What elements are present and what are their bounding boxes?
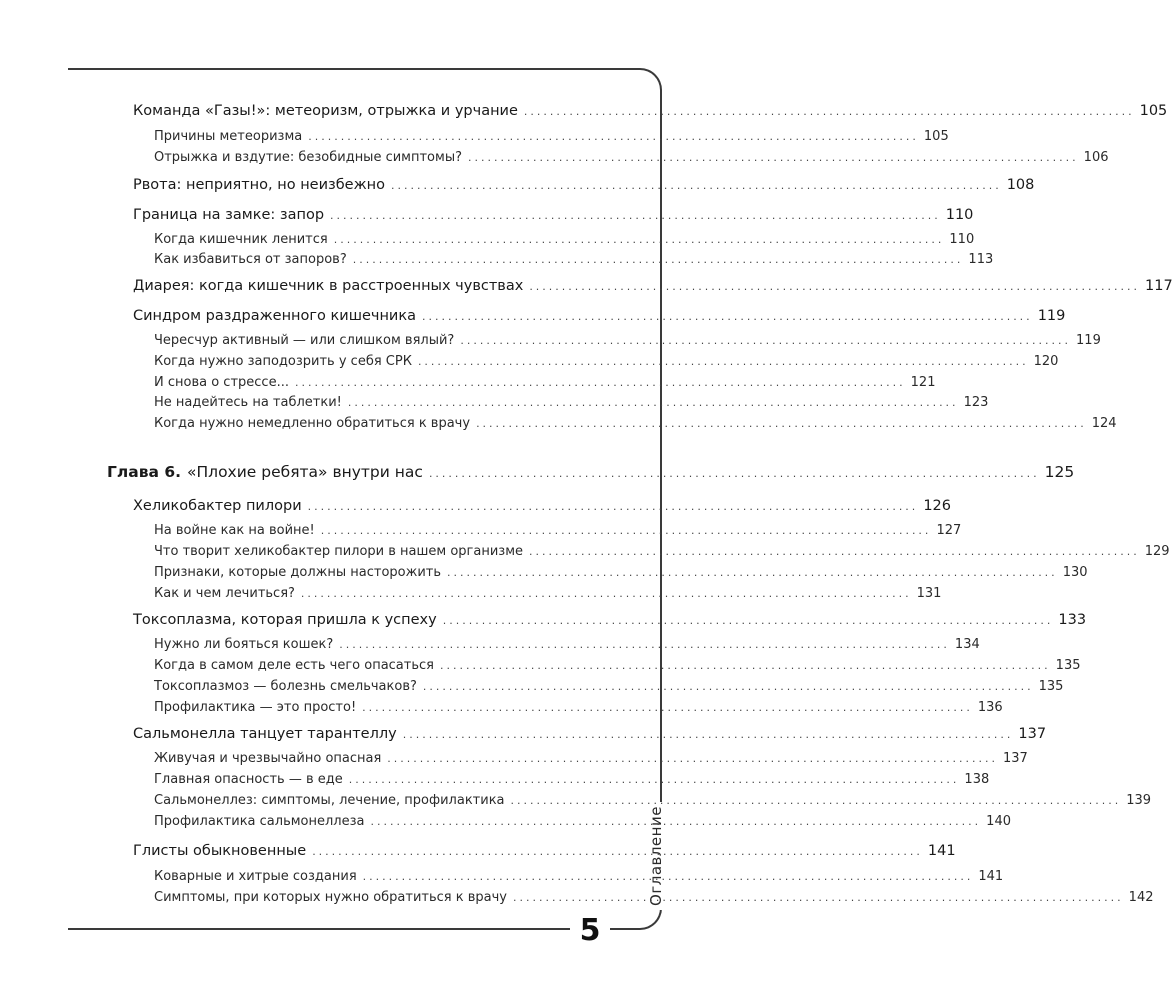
toc-entry-title: Токсоплазмоз — болезнь смельчаков? — [154, 679, 417, 694]
toc-subentry[interactable] — [154, 395, 989, 410]
toc-entry-page: 119 — [1076, 333, 1101, 348]
page-number: 5 — [570, 908, 610, 952]
dot-leader: .............................................................................................. — [391, 179, 1002, 192]
chapter-heading — [107, 465, 423, 481]
toc-entry-title: Профилактика сальмонеллеза — [154, 814, 365, 829]
toc-entry-page: 142 — [1128, 890, 1154, 905]
dot-leader: .............................................................................................. — [523, 105, 1135, 118]
toc-entry-title: Токсоплазма, которая пришла к успеху — [133, 612, 437, 628]
toc-subentry[interactable] — [154, 793, 1152, 808]
toc-entry[interactable] — [133, 498, 951, 514]
dot-leader: .............................................................................................. — [529, 545, 1140, 558]
toc-entry-page: 123 — [963, 395, 989, 410]
toc-subentry[interactable] — [154, 814, 1011, 829]
toc-entry-page: 117 — [1145, 278, 1173, 294]
toc-entry-title: Сальмонелла танцует тарантеллу — [133, 726, 397, 742]
dot-leader: .............................................................................................. — [417, 355, 1029, 368]
toc-subentry[interactable] — [154, 751, 1028, 766]
toc-entry-title: Как избавиться от запоров? — [154, 252, 347, 267]
dot-leader: .............................................................................................. — [348, 773, 960, 786]
dot-leader: .............................................................................................. — [352, 253, 964, 266]
dot-leader: .............................................................................................. — [362, 870, 974, 883]
toc-entry-title: На войне как на войне! — [154, 523, 315, 538]
toc-subentry[interactable] — [154, 150, 1109, 165]
toc-entry-title: Сальмонеллез: симптомы, лечение, профилактика — [154, 793, 505, 808]
toc-subentry[interactable] — [154, 354, 1059, 369]
dot-leader: .............................................................................................. — [300, 587, 912, 600]
toc-entry-title: Не надейтесь на таблетки! — [154, 395, 342, 410]
toc-subentry[interactable] — [154, 232, 975, 247]
toc-entry-page: 137 — [1018, 726, 1047, 742]
toc-entry-title: Живучая и чрезвычайно опасная — [154, 751, 382, 766]
toc-entry-page: 105 — [923, 129, 949, 144]
toc-entry-title: Когда кишечник ленится — [154, 232, 328, 247]
toc-entry-title: Глисты обыкновенные — [133, 843, 307, 859]
toc-entry-title: Граница на замке: запор — [133, 207, 325, 223]
toc-entry-page: 110 — [945, 207, 974, 223]
toc-entry-title: Коварные и хитрые создания — [154, 869, 357, 884]
dot-leader: .............................................................................................. — [370, 815, 982, 828]
toc-entry-page: 130 — [1062, 565, 1088, 580]
toc-entry-page: 121 — [910, 375, 936, 390]
toc-entry-page: 134 — [954, 637, 980, 652]
toc-entry-page: 135 — [1038, 679, 1064, 694]
toc-entry-title: Профилактика — это просто! — [154, 700, 357, 715]
toc-subentry[interactable] — [154, 252, 994, 267]
toc-entry-title: Когда в самом деле есть чего опасаться — [154, 658, 434, 673]
toc-entry-page: 133 — [1058, 612, 1087, 628]
dot-leader: .............................................................................................. — [439, 659, 1051, 672]
toc-entry-page: 108 — [1006, 177, 1035, 193]
toc-entry-page: 131 — [916, 586, 942, 601]
dot-leader: .............................................................................................. — [312, 845, 923, 858]
toc-subentry[interactable] — [154, 890, 1154, 905]
toc-entry[interactable] — [133, 726, 1047, 742]
toc-subentry[interactable] — [154, 416, 1117, 431]
toc-entry-title: Отрыжка и вздутие: безобидные симптомы? — [154, 150, 462, 165]
toc-subentry[interactable] — [154, 544, 1170, 559]
toc-entry-page: 124 — [1091, 416, 1117, 431]
toc-entry-title: Симптомы, при которых нужно обратиться к врачу — [154, 890, 507, 905]
toc-entry[interactable] — [133, 103, 1168, 119]
dot-leader: .............................................................................................. — [476, 417, 1087, 430]
dot-leader: .............................................................................................. — [442, 614, 1054, 627]
toc-entry[interactable] — [133, 843, 956, 859]
toc-subentry[interactable] — [154, 333, 1101, 348]
toc-entry[interactable] — [133, 278, 1173, 294]
toc-entry-title: Команда «Газы!»: метеоризм, отрыжка и урчание — [133, 103, 518, 119]
dot-leader: .............................................................................................. — [308, 130, 919, 143]
toc-entry-page: 106 — [1083, 150, 1109, 165]
toc-subentry[interactable] — [154, 129, 949, 144]
toc-entry-title: Что творит хеликобактер пилори в нашем организме — [154, 544, 524, 559]
toc-entry-title: Когда нужно заподозрить у себя СРК — [154, 354, 412, 369]
dot-leader: .............................................................................................. — [428, 467, 1040, 480]
dot-leader: .............................................................................................. — [339, 638, 950, 651]
dot-leader: .............................................................................................. — [307, 500, 919, 513]
toc-entry-page: 110 — [949, 232, 975, 247]
toc-entry-title: Диарея: когда кишечник в расстроенных чувствах — [133, 278, 524, 294]
toc-entry-title: И снова о стрессе... — [154, 375, 289, 390]
toc-entry-title: Как и чем лечиться? — [154, 586, 295, 601]
toc-entry-title: Рвота: неприятно, но неизбежно — [133, 177, 386, 193]
dot-leader: .............................................................................................. — [330, 209, 941, 222]
toc-entry-page: 139 — [1126, 793, 1152, 808]
dot-leader: .............................................................................................. — [362, 701, 973, 714]
toc-entry[interactable] — [133, 612, 1087, 628]
toc-entry-page: 105 — [1139, 103, 1168, 119]
dot-leader: .............................................................................................. — [510, 794, 1122, 807]
dot-leader: .............................................................................................. — [460, 334, 1072, 347]
running-header-text: Оглавление — [647, 806, 665, 906]
dot-leader: .............................................................................................. — [529, 280, 1140, 293]
toc-entry-page: 140 — [986, 814, 1011, 829]
dot-leader: .............................................................................................. — [387, 752, 998, 765]
toc-subentry[interactable] — [154, 523, 962, 538]
toc-entry-title: Нужно ли бояться кошек? — [154, 637, 334, 652]
toc-entry-page: 125 — [1044, 463, 1075, 481]
dot-leader: .............................................................................................. — [447, 566, 1058, 579]
toc-entry-title: Чересчур активный — или слишком вялый? — [154, 333, 455, 348]
toc-entry-page: 138 — [964, 772, 990, 787]
toc-entry-page: 127 — [936, 523, 962, 538]
dot-leader: .............................................................................................. — [402, 728, 1014, 741]
toc-entry-page: 137 — [1002, 751, 1028, 766]
toc-entry-page: 113 — [968, 252, 994, 267]
toc-entry[interactable] — [133, 308, 1066, 324]
toc-entry-page: 141 — [927, 843, 956, 859]
dot-leader: .............................................................................................. — [422, 680, 1034, 693]
toc-subentry[interactable] — [154, 375, 936, 390]
toc-chapter[interactable] — [107, 463, 1075, 481]
dot-leader: .............................................................................................. — [467, 151, 1079, 164]
toc-entry-page: 141 — [978, 869, 1004, 884]
toc-subentry[interactable] — [154, 637, 980, 652]
toc-entry-title: Когда нужно немедленно обратиться к врачу — [154, 416, 471, 431]
toc-subentry[interactable] — [154, 700, 1003, 715]
toc-subentry[interactable] — [154, 565, 1088, 580]
toc-entry-page: 119 — [1037, 308, 1066, 324]
toc-subentry[interactable] — [154, 772, 990, 787]
toc-subentry[interactable] — [154, 658, 1081, 673]
toc-entry-page: 120 — [1033, 354, 1059, 369]
toc-entry-title: Синдром раздраженного кишечника — [133, 308, 416, 324]
chapter-number: Глава 6. — [107, 463, 182, 481]
toc-subentry[interactable] — [154, 869, 1004, 884]
toc-entry-title: «Плохие ребята» внутри нас — [187, 463, 423, 481]
toc-subentry[interactable] — [154, 586, 942, 601]
toc-entry-title: Причины метеоризма — [154, 129, 303, 144]
dot-leader: .............................................................................................. — [320, 524, 932, 537]
toc-entry-page: 135 — [1055, 658, 1081, 673]
toc-entry-title: Хеликобактер пилори — [133, 498, 302, 514]
toc-entry-title: Главная опасность — в еде — [154, 772, 343, 787]
toc-entry-page: 136 — [977, 700, 1003, 715]
toc-entry[interactable] — [133, 177, 1035, 193]
toc-subentry[interactable] — [154, 679, 1064, 694]
toc-entry-title: Признаки, которые должны насторожить — [154, 565, 441, 580]
dot-leader: .............................................................................................. — [294, 376, 906, 389]
dot-leader: .............................................................................................. — [347, 396, 959, 409]
toc-entry[interactable] — [133, 207, 974, 223]
dot-leader: .............................................................................................. — [422, 310, 1033, 323]
dot-leader: .............................................................................................. — [333, 233, 945, 246]
toc-entry-page: 126 — [923, 498, 951, 514]
toc-entry-page: 129 — [1144, 544, 1170, 559]
dot-leader: .............................................................................................. — [512, 891, 1124, 904]
